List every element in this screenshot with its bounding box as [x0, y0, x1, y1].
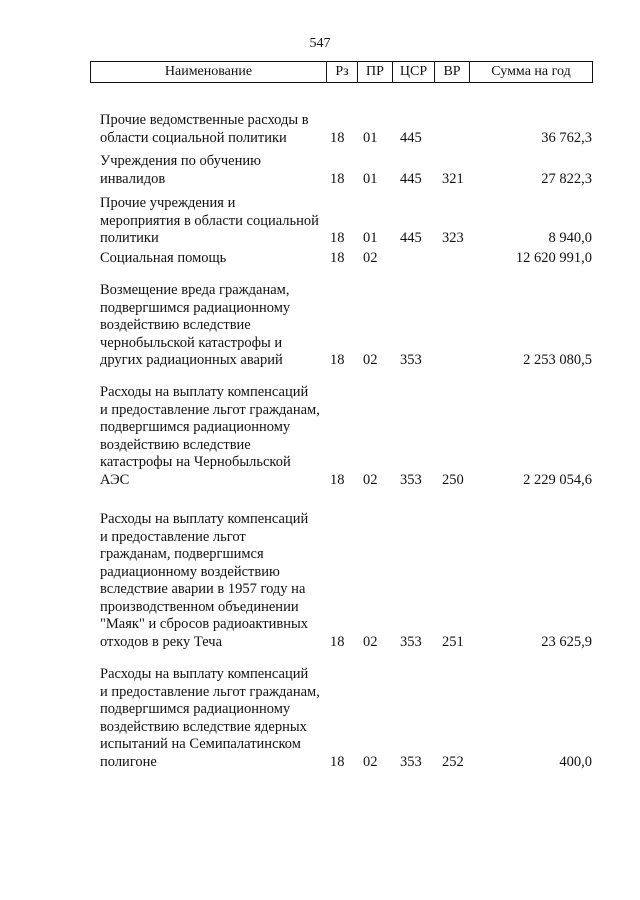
row-rz: 18	[330, 633, 345, 650]
row-vr: 323	[442, 230, 464, 246]
row-name-line: отходов в реку Теча	[100, 633, 223, 650]
row-name	[90, 282, 325, 370]
row-rz: 18	[330, 250, 345, 266]
row-name	[90, 250, 325, 268]
row-name-line: политики	[100, 230, 159, 246]
row-name	[90, 511, 325, 651]
table-header	[90, 61, 593, 83]
row-csr: 445	[400, 170, 422, 187]
row-name	[90, 195, 325, 248]
header-vr: ВР	[434, 62, 469, 82]
row-name-line: и предоставление льгот гражданам,	[100, 401, 320, 418]
table-row	[0, 666, 640, 771]
row-rz: 18	[330, 129, 345, 146]
table-row	[0, 153, 640, 188]
header-sum: Сумма на год	[469, 62, 592, 82]
row-csr: 353	[400, 753, 422, 770]
row-name-line: производственном объединении	[100, 598, 299, 615]
row-pr: 01	[363, 129, 378, 146]
table-row	[0, 112, 640, 147]
row-name-line: Расходы на выплату компенсаций	[100, 666, 309, 682]
row-csr: 353	[400, 633, 422, 650]
row-name-line: и предоставление льгот гражданам,	[100, 683, 320, 700]
row-sum: 8 940,0	[548, 230, 592, 246]
row-name-line: "Маяк" и сбросов радиоактивных	[100, 616, 308, 632]
row-name-line: полигоне	[100, 753, 157, 770]
table-row	[0, 511, 640, 651]
row-sum: 12 620 991,0	[515, 250, 592, 266]
row-name-line: испытаний на Семипалатинском	[100, 736, 301, 752]
row-name-line: мероприятия в области социальной	[100, 212, 319, 229]
header-pr: ПР	[357, 62, 392, 82]
row-name-line: Прочие учреждения и	[100, 195, 236, 211]
row-name-line: воздействию вследствие ядерных	[100, 718, 307, 735]
row-pr: 01	[363, 170, 378, 187]
row-csr: 353	[400, 471, 422, 488]
row-rz: 18	[330, 471, 345, 488]
row-pr: 02	[363, 471, 378, 488]
row-name-line: Возмещение вреда гражданам,	[100, 282, 290, 298]
table-row	[0, 282, 640, 370]
row-name-line: воздействию вследствие	[100, 436, 251, 453]
row-name-line: и предоставление льгот	[100, 528, 246, 545]
row-pr: 02	[363, 753, 378, 770]
row-name-line: Учреждения по обучению	[100, 153, 261, 169]
row-rz: 18	[330, 753, 345, 770]
row-name-line: подвергшимся радиационному	[100, 299, 291, 316]
row-name	[90, 112, 325, 147]
row-rz: 18	[330, 170, 345, 187]
row-vr: 250	[442, 471, 464, 488]
row-sum: 36 762,3	[541, 129, 592, 146]
row-name-line: других радиационных аварий	[100, 352, 283, 368]
header-csr: ЦСР	[392, 62, 434, 82]
row-name-line: Прочие ведомственные расходы в	[100, 112, 309, 128]
row-vr: 252	[442, 753, 464, 770]
row-pr: 01	[363, 230, 378, 246]
row-pr: 02	[363, 633, 378, 650]
row-name-line: Расходы на выплату компенсаций	[100, 384, 309, 400]
header-rz: Рз	[326, 62, 357, 82]
row-sum: 23 625,9	[541, 633, 592, 650]
row-name-line: чернобыльской катастрофы и	[100, 334, 283, 351]
row-sum: 2 229 054,6	[523, 471, 592, 488]
row-pr: 02	[363, 250, 378, 266]
row-csr: 445	[400, 129, 422, 146]
row-name	[90, 384, 325, 489]
row-name-line: гражданам, подвергшимся	[100, 546, 264, 562]
table-row	[0, 250, 640, 268]
row-rz: 18	[330, 230, 345, 246]
row-vr: 251	[442, 633, 464, 650]
header-name: Наименование	[164, 64, 253, 79]
row-csr: 445	[400, 230, 422, 246]
row-name-line: вследствие аварии в 1957 году на	[100, 581, 306, 597]
row-sum: 400,0	[559, 753, 592, 770]
table-row	[0, 384, 640, 489]
row-name-line: катастрофы на Чернобыльской	[100, 454, 291, 470]
row-name	[90, 153, 325, 188]
row-name-line: радиационному воздействию	[100, 563, 280, 580]
row-vr: 321	[442, 170, 464, 187]
row-rz: 18	[330, 352, 345, 368]
row-name-line: Расходы на выплату компенсаций	[100, 511, 309, 527]
row-sum: 27 822,3	[541, 170, 592, 187]
row-name	[90, 666, 325, 771]
row-name-line: АЭС	[100, 471, 130, 488]
row-name-line: подвергшимся радиационному	[100, 419, 291, 435]
row-name-line: Социальная помощь	[100, 250, 227, 266]
row-name-line: воздействию вследствие	[100, 317, 251, 333]
row-sum: 2 253 080,5	[523, 352, 592, 368]
page-number: 547	[309, 36, 331, 51]
row-pr: 02	[363, 352, 378, 368]
table-row	[0, 195, 640, 248]
row-csr: 353	[400, 352, 422, 368]
row-name-line: подвергшимся радиационному	[100, 701, 291, 717]
row-name-line: инвалидов	[100, 170, 166, 187]
row-name-line: области социальной политики	[100, 129, 287, 146]
